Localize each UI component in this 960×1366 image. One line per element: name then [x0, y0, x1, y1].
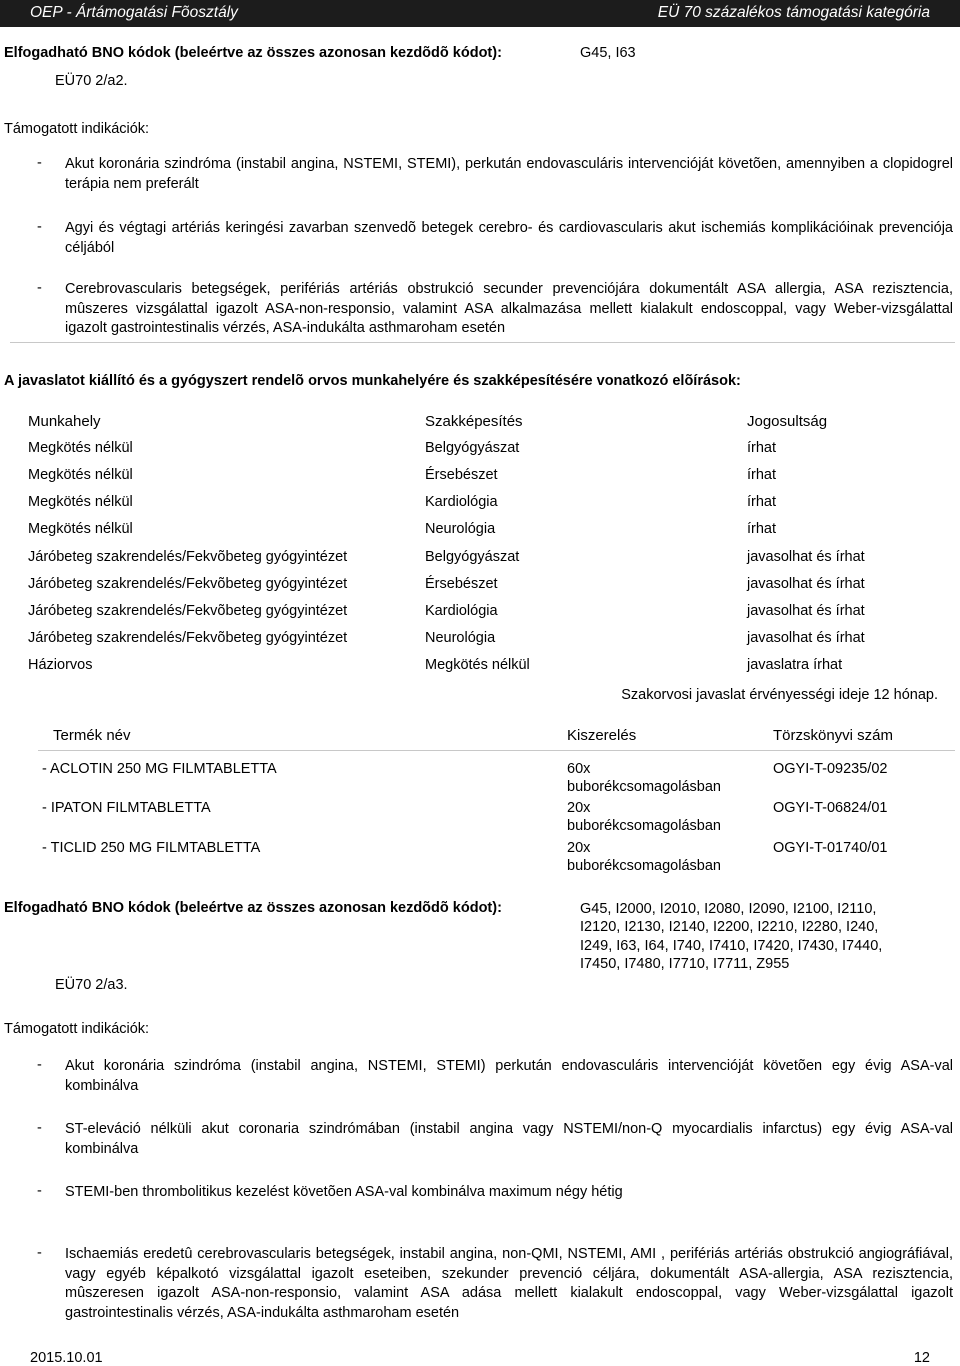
col-header-workplace: Munkahely: [28, 413, 101, 430]
validity-note: Szakorvosi javaslat érvényességi ideje 12 hónap.: [621, 687, 938, 703]
section-code-1: EÜ70 2/a2.: [55, 73, 128, 89]
indications-label-2: Támogatott indikációk:: [4, 1021, 150, 1037]
workplace-cell: Megkötés nélkül: [28, 521, 133, 537]
product-header-name: Termék név: [53, 727, 131, 744]
bullet-dash: -: [37, 1057, 42, 1073]
specialty-cell: Neurológia: [425, 630, 496, 646]
bno-label-2: Elfogadható BNO kódok (beleértve az összes azonosan kezdõdõ kódot):: [4, 900, 502, 916]
workplace-cell: Megkötés nélkül: [28, 494, 133, 510]
bno-codes-line: I2120, I2130, I2140, I2200, I2210, I2280, I240,: [580, 919, 879, 936]
bullet-dash: -: [37, 280, 42, 296]
workplace-cell: Megkötés nélkül: [28, 440, 133, 456]
bno-label-1: Elfogadható BNO kódok (beleértve az összes azonosan kezdõdõ kódot):: [4, 45, 502, 61]
page-header: [0, 0, 960, 27]
specialty-cell: Kardiológia: [425, 494, 498, 510]
workplace-cell: Háziorvos: [28, 657, 93, 673]
prescriber-heading: A javaslatot kiállító és a gyógyszert rendelõ orvos munkahelyére és szakképesítésére vonatkozó elõírások:: [4, 373, 741, 389]
product-reg-number: OGYI-T-01740/01: [773, 840, 888, 856]
indication-item-3: STEMI-ben thrombolitikus kezelést követõen ASA-val kombinálva maximum négy hétig: [65, 1184, 623, 1200]
specialty-cell: Neurológia: [425, 521, 496, 537]
page-number: 12: [913, 1350, 930, 1366]
product-name: - TICLID 250 MG FILMTABLETTA: [42, 840, 261, 856]
indication-item-2: ST-eleváció nélküli akut coronaria szindrómában (instabil angina vagy NSTEMI/non-Q myocardialis infarctus) egy évig ASA-val kombinálva: [65, 1121, 953, 1157]
product-header-divider: [38, 750, 955, 751]
section-code-2: EÜ70 2/a3.: [55, 977, 128, 993]
specialty-cell: Belgyógyászat: [425, 549, 520, 565]
authority-cell: javasolhat és írhat: [747, 549, 865, 565]
product-pack-type: buborékcsomagolásban: [567, 858, 721, 874]
specialty-cell: Érsebészet: [425, 576, 498, 592]
divider: [10, 342, 955, 343]
authority-cell: írhat: [747, 521, 777, 537]
product-name: - ACLOTIN 250 MG FILMTABLETTA: [42, 761, 277, 777]
product-pack-count: 60x: [567, 761, 591, 777]
workplace-cell: Járóbeteg szakrendelés/Fekvõbeteg gyógyintézet: [28, 603, 348, 619]
indication-item-2: Agyi és végtagi artériás keringési zavarban szenvedõ betegek cerebro- és cardiovascularis akut ischemiás komplikációinak prevenciója céljából: [65, 220, 953, 256]
authority-cell: javasolhat és írhat: [747, 603, 865, 619]
authority-cell: javasolhat és írhat: [747, 576, 865, 592]
specialty-cell: Belgyógyászat: [425, 440, 520, 456]
product-pack-count: 20x: [567, 840, 591, 856]
specialty-cell: Megkötés nélkül: [425, 657, 530, 673]
specialty-cell: Kardiológia: [425, 603, 498, 619]
header-department: OEP - Ártámogatási Fõosztály: [30, 4, 238, 21]
product-header-reg: Törzskönyvi szám: [773, 727, 894, 744]
workplace-cell: Járóbeteg szakrendelés/Fekvõbeteg gyógyintézet: [28, 576, 348, 592]
indication-item-3: Cerebrovascularis betegségek, perifériás artériás obstrukció secunder prevenciójára dokumentált ASA allergia, ASA rezisztencia, mûszeres vizsgálattal igazolt ASA-non-responsio, valamint ASA alkalmazása mellett kialakult endoscoppal, vagy Weber-vizsgálattal igazolt gastrointestinalis vérzés, ASA-indukálta asthmaroham esetén: [65, 281, 953, 336]
workplace-cell: Járóbeteg szakrendelés/Fekvõbeteg gyógyintézet: [28, 630, 348, 646]
bno-codes-line: I7450, I7480, I7710, I7711, Z955: [580, 955, 790, 972]
bno-codes-line: G45, I2000, I2010, I2080, I2090, I2100, I2110,: [580, 901, 877, 917]
specialty-cell: Érsebészet: [425, 467, 498, 483]
col-header-specialty: Szakképesítés: [425, 413, 523, 430]
workplace-cell: Járóbeteg szakrendelés/Fekvõbeteg gyógyintézet: [28, 549, 348, 565]
product-pack-count: 20x: [567, 800, 591, 816]
product-pack-type: buborékcsomagolásban: [567, 779, 721, 795]
authority-cell: javaslatra írhat: [747, 657, 843, 673]
indication-item-1: Akut koronária szindróma (instabil angina, NSTEMI, STEMI) perkután endovasculáris intervencióját követõen egy évig ASA-val kombinálva: [65, 1058, 953, 1094]
indication-item-1: Akut koronária szindróma (instabil angina, NSTEMI, STEMI), perkután endovasculáris intervencióját követõen, amennyiben a clopidogrel terápia nem preferált: [65, 156, 953, 192]
authority-cell: javasolhat és írhat: [747, 630, 865, 646]
col-header-authority: Jogosultság: [747, 413, 828, 430]
indications-label-1: Támogatott indikációk:: [4, 121, 150, 137]
workplace-cell: Megkötés nélkül: [28, 467, 133, 483]
bullet-dash: -: [37, 1183, 42, 1199]
bullet-dash: -: [37, 155, 42, 171]
indication-item-4: Ischaemiás eredetû cerebrovascularis betegségek, instabil angina, non-QMI, NSTEMI, AMI , perifériás artériás obstrukció angiográfiával, vagy egyéb képalkotó vizsgálattal igazolt eseteiben, szekunder prevenció céljára, dokumentált ASA-allergia, ASA rezisztencia, mûszeresen igazolt ASA-non-responsio, valamint ASA adása mellett kialakult endoscoppal, vagy Weber-vizsgálattal igazolt gastrointestinalis vérzés, ASA-indukálta asthmaroham esetén: [65, 1246, 953, 1321]
bullet-dash: -: [37, 219, 42, 235]
product-pack-type: buborékcsomagolásban: [567, 818, 721, 834]
authority-cell: írhat: [747, 467, 777, 483]
product-header-pack: Kiszerelés: [567, 727, 637, 744]
authority-cell: írhat: [747, 494, 777, 510]
header-category: EÜ 70 százalékos támogatási kategória: [657, 4, 930, 21]
authority-cell: írhat: [747, 440, 777, 456]
product-name: - IPATON FILMTABLETTA: [42, 800, 211, 816]
bno-codes-2: [580, 900, 882, 973]
bno-codes-1: G45, I63: [580, 45, 636, 61]
bullet-dash: -: [37, 1245, 42, 1261]
bno-codes-line: I249, I63, I64, I740, I7410, I7420, I7430, I7440,: [580, 937, 883, 954]
product-reg-number: OGYI-T-09235/02: [773, 761, 888, 777]
footer-date: 2015.10.01: [30, 1350, 103, 1366]
bullet-dash: -: [37, 1120, 42, 1136]
product-reg-number: OGYI-T-06824/01: [773, 800, 888, 816]
